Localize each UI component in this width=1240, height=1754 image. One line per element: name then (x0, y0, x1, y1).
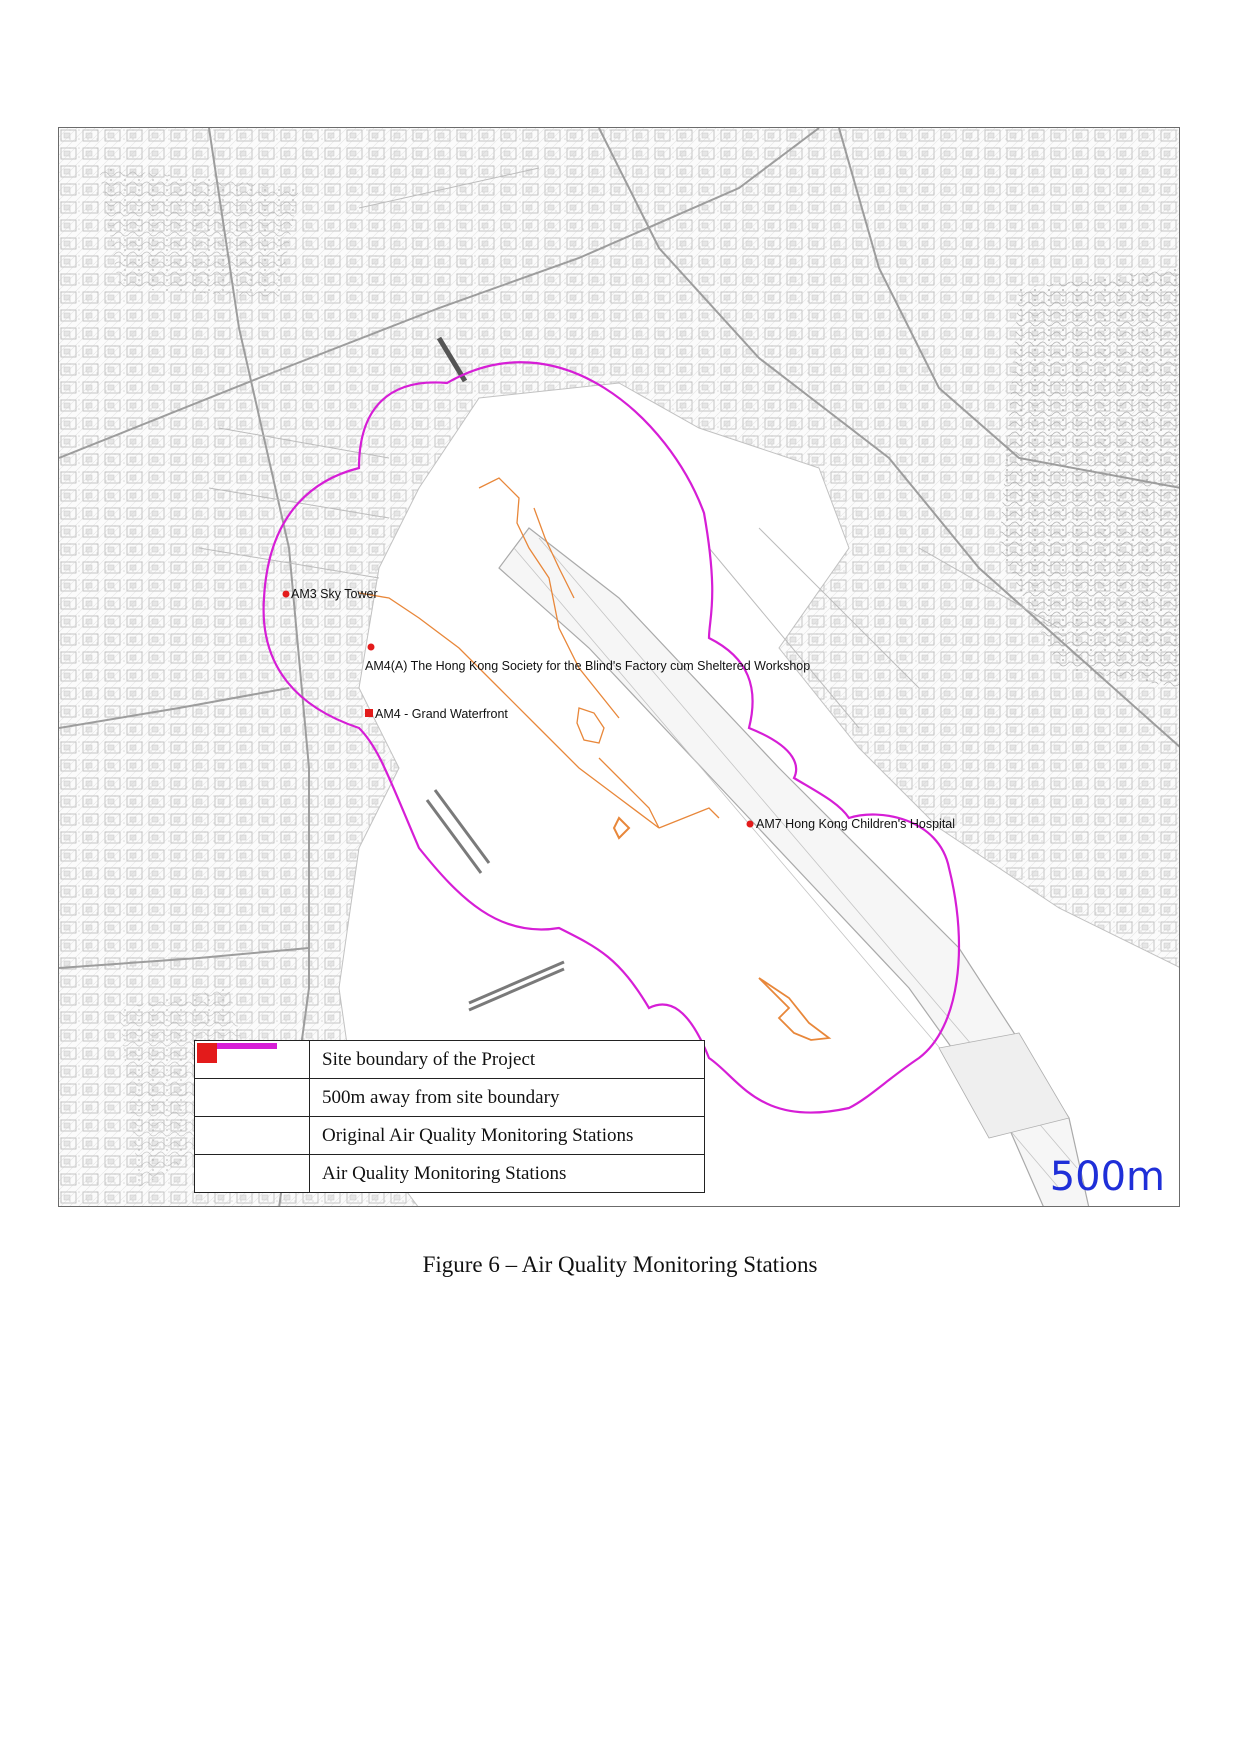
station-label-am4a: AM4(A) The Hong Kong Society for the Blind's Factory cum Sheltered Workshop (365, 659, 811, 673)
map-legend (194, 1040, 705, 1193)
legend-row (195, 1079, 705, 1117)
legend-row (195, 1117, 705, 1155)
legend-label: Site boundary of the Project (310, 1041, 705, 1079)
station-marker-am3 (283, 591, 290, 598)
legend-symbol-buffer (195, 1079, 310, 1117)
station-marker-am4 (365, 709, 373, 717)
legend-label: 500m away from site boundary (310, 1079, 705, 1117)
station-label-am7: AM7 Hong Kong Children's Hospital (756, 817, 956, 831)
legend-label: Original Air Quality Monitoring Stations (310, 1117, 705, 1155)
station-marker-am7 (747, 821, 754, 828)
station-marker-am4a (368, 644, 375, 651)
legend-label: Air Quality Monitoring Stations (310, 1155, 705, 1193)
legend-symbol-square-icon (195, 1117, 310, 1155)
figure-caption: Figure 6 – Air Quality Monitoring Stations (422, 1252, 818, 1277)
map-frame (58, 127, 1180, 1207)
station-label-am4: AM4 - Grand Waterfront (375, 707, 508, 721)
legend-symbol-circle-icon (195, 1155, 310, 1193)
station-label-am3: AM3 Sky Tower (291, 587, 378, 601)
legend-row (195, 1155, 705, 1193)
scale-label: 500m (1049, 1154, 1165, 1200)
